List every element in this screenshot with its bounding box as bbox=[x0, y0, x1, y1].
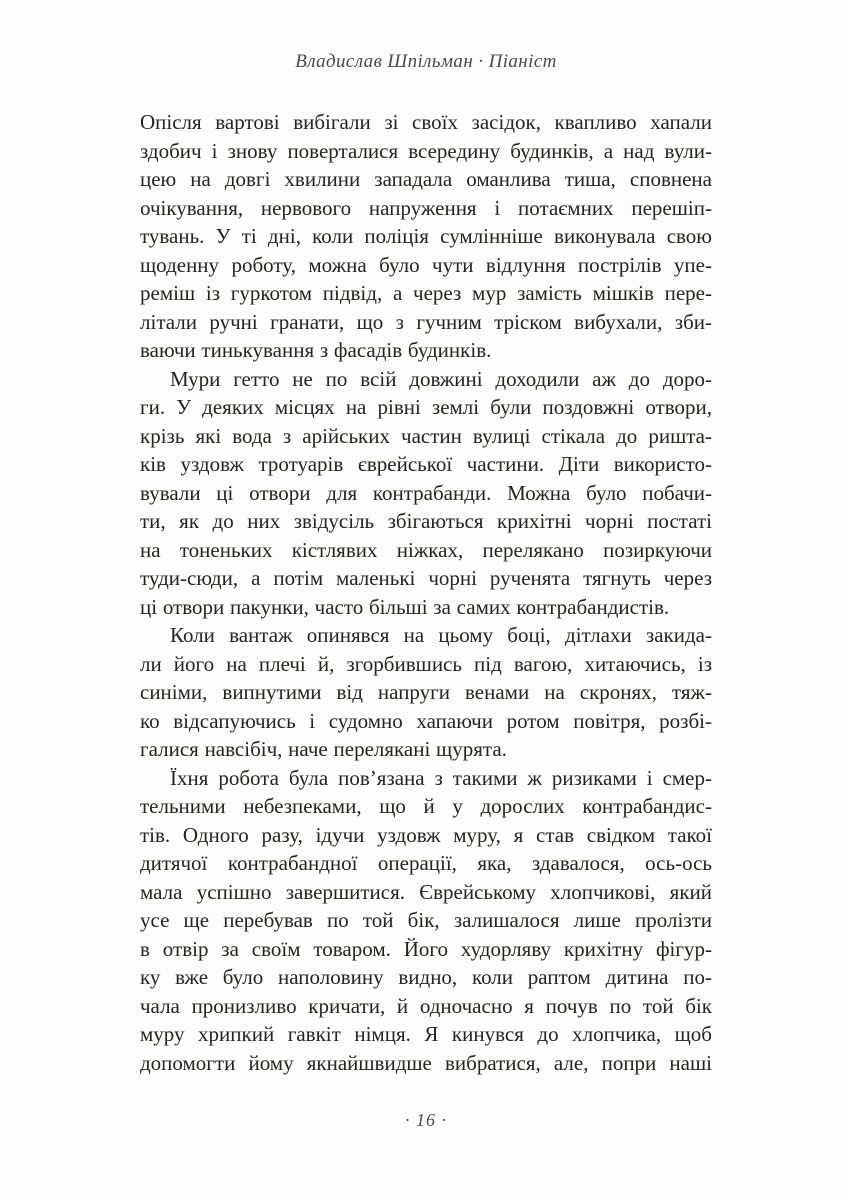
text-line: ли його на плечі й, згорбившись під вагою, хитаючись, із bbox=[140, 651, 712, 676]
text-line: ків уздовж тротуарів єврейської частини. Діти використо- bbox=[140, 452, 712, 476]
text-line: усе ще перебував по той бік, залишалося лише пролізти bbox=[140, 908, 712, 932]
text-line: ги. У деяких місцях на рівні землі були поздовжні отвори, bbox=[140, 395, 712, 419]
text-line: чала пронизливо кричати, й одночасно я почув по той бік bbox=[140, 993, 712, 1018]
text-line: ко відсапуючись і судомно хапаючи ротом повітря, розбі- bbox=[140, 708, 712, 733]
text-line: літали ручні гранати, що з гучним тріском вибухали, зби- bbox=[140, 309, 712, 334]
text-line: Опісля вартові вибігали зі своїх засідок, квапливо хапали bbox=[140, 110, 712, 134]
text-line: тів. Одного разу, ідучи уздовж муру, я став свідком такої bbox=[140, 822, 712, 847]
page-number: · 16 · bbox=[405, 1110, 447, 1130]
text-line: дитячої контрабандної операції, яка, здавалося, ось-ось bbox=[140, 851, 712, 875]
text-line: здобич і знову поверталися всередину будинків, а над вули- bbox=[140, 138, 712, 163]
text-line: щоденну роботу, можна було чути відлуння пострілів упе- bbox=[140, 252, 712, 277]
text-line: ці отвори пакунки, часто більші за самих контрабандистів. bbox=[140, 594, 670, 619]
text-line: цею на довгі хвилини западала оманлива тиша, сповнена bbox=[140, 167, 712, 191]
text-line: муру хрипкий гавкіт німця. Я кинувся до хлопчика, щоб bbox=[140, 1022, 712, 1046]
text-line: галися навсібіч, наче перелякані щурята. bbox=[140, 737, 507, 761]
text-line: ваючи тинькування з фасадів будинків. bbox=[140, 338, 492, 362]
text-line: допомогти йому якнайшвидше вибратися, але, попри наші bbox=[140, 1050, 712, 1075]
text-line: в отвір за своїм товаром. Його худорляву крихітну фігур- bbox=[140, 936, 712, 961]
text-line: Мури гетто не по всій довжині доходили аж до доро- bbox=[170, 366, 712, 391]
text-line: Коли вантаж опинявся на цьому боці, дітлахи закида- bbox=[170, 623, 712, 647]
text-line: крізь які вода з арійських частин вулиці стікала до ришта- bbox=[140, 423, 712, 448]
text-line: синіми, випнутими від напруги венами на скронях, тяж- bbox=[140, 680, 712, 704]
text-line: мала успішно завершитися. Єврейському хлопчикові, який bbox=[140, 879, 712, 904]
text-line: ти, як до них звідусіль збігаються крихітні чорні постаті bbox=[140, 509, 712, 533]
text-line: туди-сюди, а потім маленькі чорні рученята тягнуть через bbox=[140, 566, 712, 590]
running-header: Владислав Шпільман · Піаніст bbox=[295, 51, 557, 72]
text-line: ку вже було наполовину видно, коли раптом дитина по- bbox=[140, 965, 712, 989]
text-line: тувань. У ті дні, коли поліція сумлінніше виконувала свою bbox=[140, 224, 712, 248]
text-line: вували ці отвори для контрабанди. Можна було побачи- bbox=[140, 480, 712, 505]
text-line: очікування, нервового напруження і потаємних перешіп- bbox=[140, 195, 712, 220]
text-block bbox=[140, 108, 712, 1077]
text-line: тельними небезпеками, що й у дорослих контрабандис- bbox=[140, 794, 712, 818]
text-line: на тоненьких кістлявих ніжках, перелякано позиркуючи bbox=[140, 537, 712, 562]
text-line: реміш із гуркотом підвід, а через мур замість мішків пере- bbox=[140, 281, 712, 305]
text-line: Їхня робота була пов’язана з такими ж ризиками і смер- bbox=[170, 765, 712, 790]
